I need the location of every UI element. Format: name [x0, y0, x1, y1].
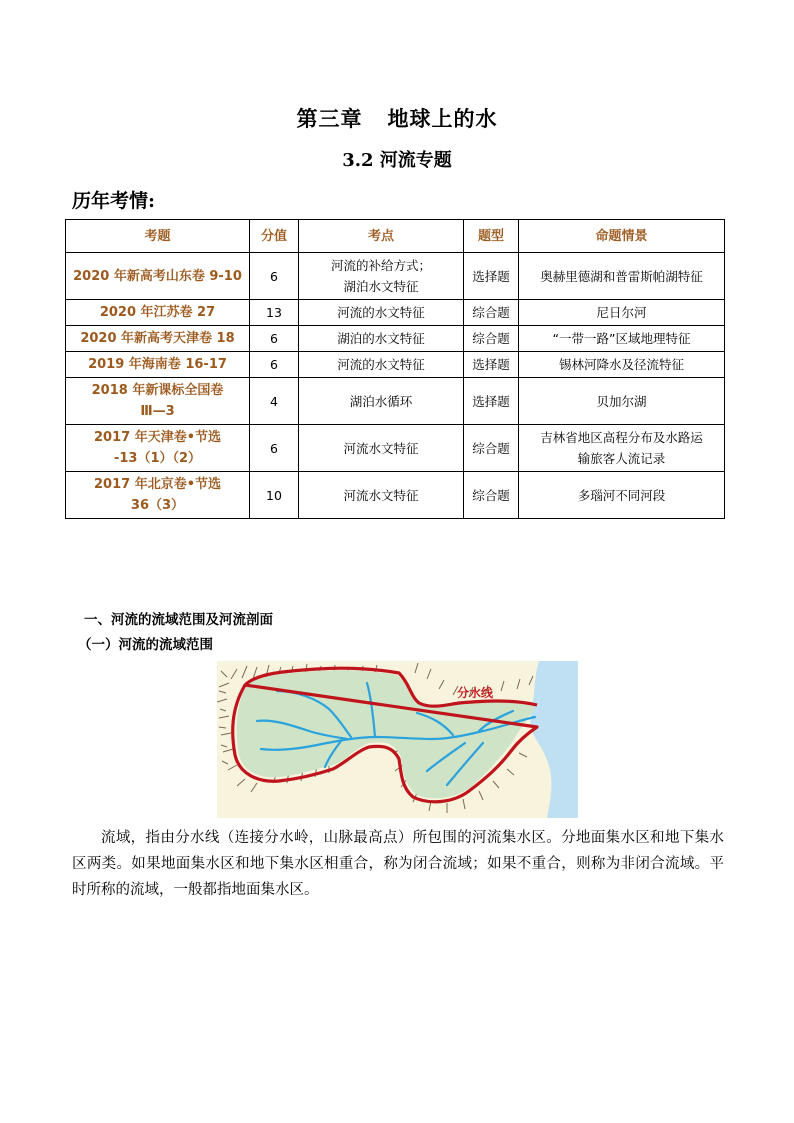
exam-history-table — [65, 219, 725, 519]
section-title: 3.2 河流专题 — [342, 150, 452, 171]
table-cell-source: 2017 年天津卷•节选 -13（1）（2） — [66, 425, 250, 472]
table-cell-source: 2020 年新高考山东卷 9-10 — [66, 253, 250, 300]
table-cell-point: 河流水文特征 — [299, 472, 464, 519]
table-cell-score: 6 — [250, 425, 299, 472]
table-cell-score: 6 — [250, 352, 299, 378]
table-row — [66, 378, 725, 425]
table-cell-score: 13 — [250, 300, 299, 326]
table-header-row — [66, 220, 725, 253]
table-cell-score: 6 — [250, 326, 299, 352]
divide-line-label: 分水线 — [457, 686, 494, 700]
column-header: 题型 — [464, 220, 519, 253]
table-cell-source: 2019 年海南卷 16-17 — [66, 352, 250, 378]
table-cell-type: 选择题 — [464, 253, 519, 300]
table-cell-type: 选择题 — [464, 352, 519, 378]
table-row — [66, 300, 725, 326]
table-cell-scenario: 尼日尔河 — [519, 300, 725, 326]
table-row — [66, 352, 725, 378]
table-cell-source: 2020 年新高考天津卷 18 — [66, 326, 250, 352]
table-cell-score: 6 — [250, 253, 299, 300]
table-row — [66, 326, 725, 352]
column-header: 分值 — [250, 220, 299, 253]
section-heading: 一、河流的流域范围及河流剖面 — [84, 612, 273, 628]
table-cell-score: 10 — [250, 472, 299, 519]
table-cell-type: 选择题 — [464, 378, 519, 425]
table-cell-point: 河流的水文特征 — [299, 352, 464, 378]
table-cell-source: 2017 年北京卷•节选 36（3） — [66, 472, 250, 519]
river-basin-figure — [217, 661, 578, 818]
table-cell-scenario: 多瑙河不同河段 — [519, 472, 725, 519]
table-row — [66, 472, 725, 519]
table-cell-scenario: 锡林河降水及径流特征 — [519, 352, 725, 378]
table-cell-scenario: 奥赫里德湖和普雷斯帕湖特征 — [519, 253, 725, 300]
column-header: 命题情景 — [519, 220, 725, 253]
table-cell-type: 综合题 — [464, 300, 519, 326]
table-cell-scenario: 吉林省地区高程分布及水路运 输旅客人流记录 — [519, 425, 725, 472]
table-cell-type: 综合题 — [464, 472, 519, 519]
table-row — [66, 425, 725, 472]
history-heading: 历年考情: — [72, 190, 156, 212]
table-cell-scenario: “一带一路”区域地理特征 — [519, 326, 725, 352]
table-cell-point: 湖泊的水文特征 — [299, 326, 464, 352]
basin-definition-paragraph: 流域，指由分水线（连接分水岭，山脉最高点）所包围的河流集水区。分地面集水区和地下集水区两类。如果地面集水区和地下集水区相重合，称为闭合流域；如果不重合，则称为非闭合流域。平时所称的流域，一般都指地面集水区。 — [72, 830, 724, 898]
table-row — [66, 253, 725, 300]
table-cell-point: 河流的水文特征 — [299, 300, 464, 326]
table-cell-score: 4 — [250, 378, 299, 425]
table-cell-point: 湖泊水循环 — [299, 378, 464, 425]
table-cell-source: 2018 年新课标全国卷 Ⅲ—3 — [66, 378, 250, 425]
table-cell-point: 河流的补给方式； 湖泊水文特征 — [299, 253, 464, 300]
sub-heading: （一）河流的流域范围 — [78, 637, 213, 653]
table-cell-point: 河流水文特征 — [299, 425, 464, 472]
table-cell-scenario: 贝加尔湖 — [519, 378, 725, 425]
column-header: 考题 — [66, 220, 250, 253]
table-cell-type: 综合题 — [464, 326, 519, 352]
table-cell-source: 2020 年江苏卷 27 — [66, 300, 250, 326]
table-cell-type: 综合题 — [464, 425, 519, 472]
column-header: 考点 — [299, 220, 464, 253]
chapter-title: 第三章 地球上的水 — [296, 106, 498, 131]
